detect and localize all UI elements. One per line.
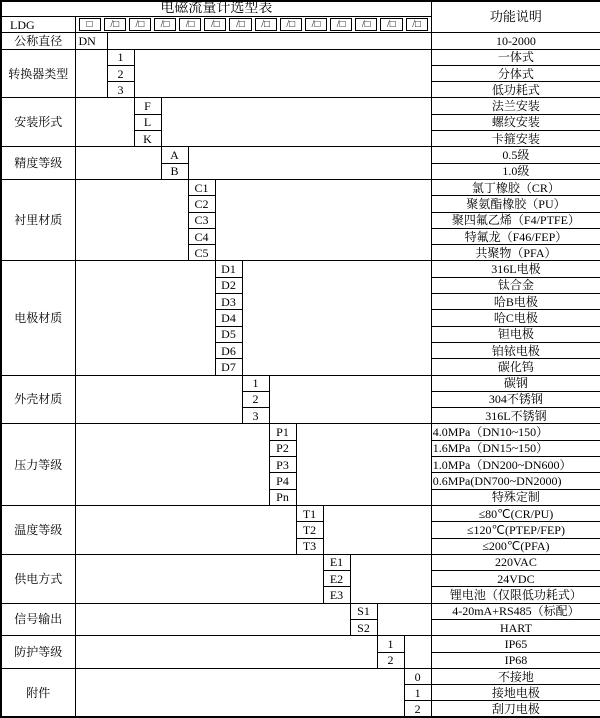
spacer-cell: [75, 359, 215, 375]
code-cell: S2: [350, 619, 377, 635]
category-cell: 温度等级: [1, 505, 75, 554]
code-cell: D5: [215, 326, 242, 342]
description-cell: 共聚物（PFA）: [431, 245, 600, 261]
description-cell: 316L不锈钢: [431, 408, 600, 424]
table-title: 电磁流量计选型表: [1, 1, 431, 17]
model-code-box: /□: [229, 18, 251, 31]
spacer-cell: [75, 619, 350, 635]
description-cell: 分体式: [431, 65, 600, 81]
description-cell: 220VAC: [431, 554, 600, 570]
code-cell: C5: [188, 245, 215, 261]
model-code-box: /□: [129, 18, 151, 31]
spacer-cell: [75, 457, 269, 473]
spacer-cell: [215, 245, 431, 261]
table-body: [1, 1, 600, 717]
spacer-cell: [215, 212, 431, 228]
option-row: [1, 636, 600, 652]
category-cell: 外壳材质: [1, 375, 75, 424]
option-row: [1, 619, 600, 635]
spacer-cell: [242, 326, 431, 342]
description-cell: 螺纹安装: [431, 114, 600, 130]
code-cell: DN: [75, 33, 107, 49]
spacer-cell: [323, 505, 431, 521]
option-row: [1, 196, 600, 212]
category-cell: 安装形式: [1, 98, 75, 147]
option-row: [1, 668, 600, 684]
spacer-cell: [242, 342, 431, 358]
option-row: [1, 652, 600, 668]
category-cell: 防护等级: [1, 636, 75, 669]
option-row: [1, 228, 600, 244]
spacer-cell: [107, 33, 431, 49]
spacer-cell: [242, 294, 431, 310]
code-cell: 1: [107, 49, 134, 65]
code-cell: 2: [107, 65, 134, 81]
option-row: [1, 505, 600, 521]
code-cell: E2: [323, 571, 350, 587]
option-row: [1, 424, 600, 440]
spacer-cell: [296, 440, 431, 456]
description-cell: 316L电极: [431, 261, 600, 277]
description-cell: 1.0MPa（DN200~DN600）: [431, 457, 600, 473]
code-cell: 0: [404, 668, 431, 684]
option-row: [1, 245, 600, 261]
model-code-box-first: □: [79, 18, 101, 31]
option-row: [1, 131, 600, 147]
option-row: [1, 359, 600, 375]
option-row: [1, 391, 600, 407]
category-cell: 压力等级: [1, 424, 75, 505]
code-cell: D2: [215, 277, 242, 293]
category-cell: 公称直径: [1, 33, 75, 49]
spacer-cell: [269, 391, 431, 407]
description-cell: 卡箍安装: [431, 131, 600, 147]
description-cell: 1.6MPa（DN15~150）: [431, 440, 600, 456]
option-row: [1, 65, 600, 81]
spacer-cell: [75, 294, 215, 310]
model-code-box: /□: [406, 18, 428, 31]
spacer-cell: [242, 359, 431, 375]
option-row: [1, 147, 600, 163]
description-cell: HART: [431, 619, 600, 635]
description-cell: 4.0MPa（DN10~150）: [431, 424, 600, 440]
spacer-cell: [404, 652, 431, 668]
spacer-cell: [75, 424, 269, 440]
category-cell: 转换器类型: [1, 49, 75, 98]
code-cell: L: [134, 114, 161, 130]
spacer-cell: [161, 98, 431, 114]
spacer-cell: [161, 131, 431, 147]
function-column-header: 功能说明: [431, 1, 600, 33]
spacer-cell: [242, 310, 431, 326]
option-row: [1, 685, 600, 701]
spacer-cell: [215, 228, 431, 244]
category-cell: 供电方式: [1, 554, 75, 603]
spacer-cell: [75, 326, 215, 342]
description-cell: 接地电极: [431, 685, 600, 701]
option-row: [1, 163, 600, 179]
description-cell: 304不锈钢: [431, 391, 600, 407]
model-code-box: /□: [280, 18, 302, 31]
spacer-cell: [296, 424, 431, 440]
description-cell: 低功耗式: [431, 82, 600, 98]
option-row: [1, 408, 600, 424]
category-cell: 电极材质: [1, 261, 75, 375]
spacer-cell: [75, 587, 323, 603]
spacer-cell: [75, 391, 242, 407]
description-cell: 钛合金: [431, 277, 600, 293]
spacer-cell: [75, 212, 188, 228]
model-code-box: /□: [154, 18, 176, 31]
description-cell: ≤80℃(CR/PU): [431, 505, 600, 521]
spacer-cell: [134, 65, 431, 81]
spacer-cell: [75, 196, 188, 212]
spacer-cell: [75, 636, 377, 652]
description-cell: 特氟龙（F46/FEP）: [431, 228, 600, 244]
code-cell: S1: [350, 603, 377, 619]
model-code-box: /□: [204, 18, 226, 31]
spacer-cell: [75, 603, 350, 619]
code-cell: C3: [188, 212, 215, 228]
description-cell: 4-20mA+RS485（标配）: [431, 603, 600, 619]
code-cell: K: [134, 131, 161, 147]
option-row: [1, 571, 600, 587]
description-cell: 10-2000: [431, 33, 600, 49]
option-row: [1, 82, 600, 98]
spacer-cell: [75, 342, 215, 358]
code-cell: P4: [269, 473, 296, 489]
spacer-cell: [242, 261, 431, 277]
spacer-cell: [75, 179, 188, 195]
code-cell: 3: [242, 408, 269, 424]
spacer-cell: [215, 196, 431, 212]
option-row: [1, 98, 600, 114]
spacer-cell: [75, 82, 107, 98]
model-code-box: /□: [355, 18, 377, 31]
option-row: [1, 326, 600, 342]
option-row: [1, 701, 600, 717]
spacer-cell: [377, 603, 431, 619]
spacer-cell: [134, 82, 431, 98]
option-row: [1, 603, 600, 619]
spacer-cell: [323, 538, 431, 554]
option-row: [1, 114, 600, 130]
spacer-cell: [75, 65, 107, 81]
category-cell: 衬里材质: [1, 179, 75, 260]
code-cell: 2: [404, 701, 431, 717]
spacer-cell: [75, 147, 161, 163]
spacer-cell: [350, 571, 431, 587]
code-cell: 1: [404, 685, 431, 701]
description-cell: 法兰安装: [431, 98, 600, 114]
code-cell: P1: [269, 424, 296, 440]
spacer-cell: [242, 277, 431, 293]
code-cell: P2: [269, 440, 296, 456]
spacer-cell: [269, 375, 431, 391]
spacer-cell: [75, 163, 161, 179]
spacer-cell: [188, 163, 431, 179]
spacer-cell: [269, 408, 431, 424]
code-cell: A: [161, 147, 188, 163]
code-cell: 1: [377, 636, 404, 652]
option-row: [1, 179, 600, 195]
description-cell: 哈C电极: [431, 310, 600, 326]
description-cell: 特殊定制: [431, 489, 600, 505]
description-cell: 刮刀电极: [431, 701, 600, 717]
spacer-cell: [75, 277, 215, 293]
spacer-cell: [75, 522, 296, 538]
spacer-cell: [75, 228, 188, 244]
model-code-strip: [75, 17, 431, 33]
spacer-cell: [350, 554, 431, 570]
spacer-cell: [161, 114, 431, 130]
option-row: [1, 538, 600, 554]
code-cell: P3: [269, 457, 296, 473]
spacer-cell: [75, 473, 269, 489]
model-code-box: /□: [305, 18, 327, 31]
description-cell: 碳化钨: [431, 359, 600, 375]
code-cell: D7: [215, 359, 242, 375]
model-code-boxes: [76, 17, 431, 32]
description-cell: 0.6MPa(DN700~DN2000): [431, 473, 600, 489]
code-cell: D6: [215, 342, 242, 358]
code-cell: C4: [188, 228, 215, 244]
spacer-cell: [75, 652, 377, 668]
code-cell: T2: [296, 522, 323, 538]
option-row: [1, 587, 600, 603]
code-cell: T1: [296, 505, 323, 521]
spacer-cell: [75, 114, 134, 130]
option-row: [1, 489, 600, 505]
option-row: [1, 342, 600, 358]
code-cell: D4: [215, 310, 242, 326]
header-row: [1, 1, 600, 17]
option-row: [1, 375, 600, 391]
description-cell: 24VDC: [431, 571, 600, 587]
spacer-cell: [75, 131, 134, 147]
spacer-cell: [296, 457, 431, 473]
code-cell: E3: [323, 587, 350, 603]
spacer-cell: [75, 668, 404, 684]
spacer-cell: [75, 538, 296, 554]
spacer-cell: [75, 98, 134, 114]
spacer-cell: [75, 408, 242, 424]
option-row: [1, 473, 600, 489]
code-cell: F: [134, 98, 161, 114]
description-cell: 锂电池（仅限低功耗式）: [431, 587, 600, 603]
code-cell: D1: [215, 261, 242, 277]
category-cell: 精度等级: [1, 147, 75, 180]
option-row: [1, 261, 600, 277]
category-cell: 信号输出: [1, 603, 75, 636]
code-cell: T3: [296, 538, 323, 554]
description-cell: 聚氨酯橡胶（PU）: [431, 196, 600, 212]
spacer-cell: [134, 49, 431, 65]
spacer-cell: [75, 685, 404, 701]
spacer-cell: [75, 571, 323, 587]
spacer-cell: [75, 261, 215, 277]
code-cell: C1: [188, 179, 215, 195]
code-cell: E1: [323, 554, 350, 570]
option-row: [1, 294, 600, 310]
code-cell: B: [161, 163, 188, 179]
spacer-cell: [323, 522, 431, 538]
spacer-cell: [296, 489, 431, 505]
spacer-cell: [75, 245, 188, 261]
option-row: [1, 522, 600, 538]
description-cell: IP68: [431, 652, 600, 668]
code-cell: 2: [377, 652, 404, 668]
code-cell: C2: [188, 196, 215, 212]
spacer-cell: [377, 619, 431, 635]
spacer-cell: [75, 375, 242, 391]
description-cell: ≤120℃(PTEP/FEP): [431, 522, 600, 538]
code-cell: D3: [215, 294, 242, 310]
spacer-cell: [350, 587, 431, 603]
description-cell: 哈B电极: [431, 294, 600, 310]
spacer-cell: [75, 505, 296, 521]
option-row: [1, 554, 600, 570]
model-code-box: /□: [330, 18, 352, 31]
spacer-cell: [75, 701, 404, 717]
model-code-box: /□: [104, 18, 126, 31]
spacer-cell: [75, 489, 269, 505]
spacer-cell: [75, 554, 323, 570]
spacer-cell: [75, 49, 107, 65]
model-code-box: /□: [179, 18, 201, 31]
spacer-cell: [75, 310, 215, 326]
description-cell: 不接地: [431, 668, 600, 684]
code-cell: 1: [242, 375, 269, 391]
option-row: [1, 440, 600, 456]
option-row: [1, 310, 600, 326]
option-row: [1, 457, 600, 473]
description-cell: 碳钢: [431, 375, 600, 391]
description-cell: 一体式: [431, 49, 600, 65]
spacer-cell: [75, 440, 269, 456]
spacer-cell: [215, 179, 431, 195]
spacer-cell: [404, 636, 431, 652]
option-row: [1, 277, 600, 293]
description-cell: 氯丁橡胶（CR）: [431, 179, 600, 195]
description-cell: 1.0级: [431, 163, 600, 179]
description-cell: 铂铱电极: [431, 342, 600, 358]
code-cell: 3: [107, 82, 134, 98]
option-row: [1, 49, 600, 65]
description-cell: 钽电极: [431, 326, 600, 342]
code-cell: Pn: [269, 489, 296, 505]
option-row: [1, 33, 600, 49]
description-cell: IP65: [431, 636, 600, 652]
spacer-cell: [296, 473, 431, 489]
category-cell: 附件: [1, 668, 75, 717]
model-prefix: LDG: [1, 17, 75, 33]
model-code-box: /□: [380, 18, 402, 31]
spacer-cell: [188, 147, 431, 163]
code-cell: 2: [242, 391, 269, 407]
description-cell: ≤200℃(PFA): [431, 538, 600, 554]
description-cell: 0.5级: [431, 147, 600, 163]
description-cell: 聚四氟乙烯（F4/PTFE）: [431, 212, 600, 228]
model-code-box: /□: [255, 18, 277, 31]
option-row: [1, 212, 600, 228]
